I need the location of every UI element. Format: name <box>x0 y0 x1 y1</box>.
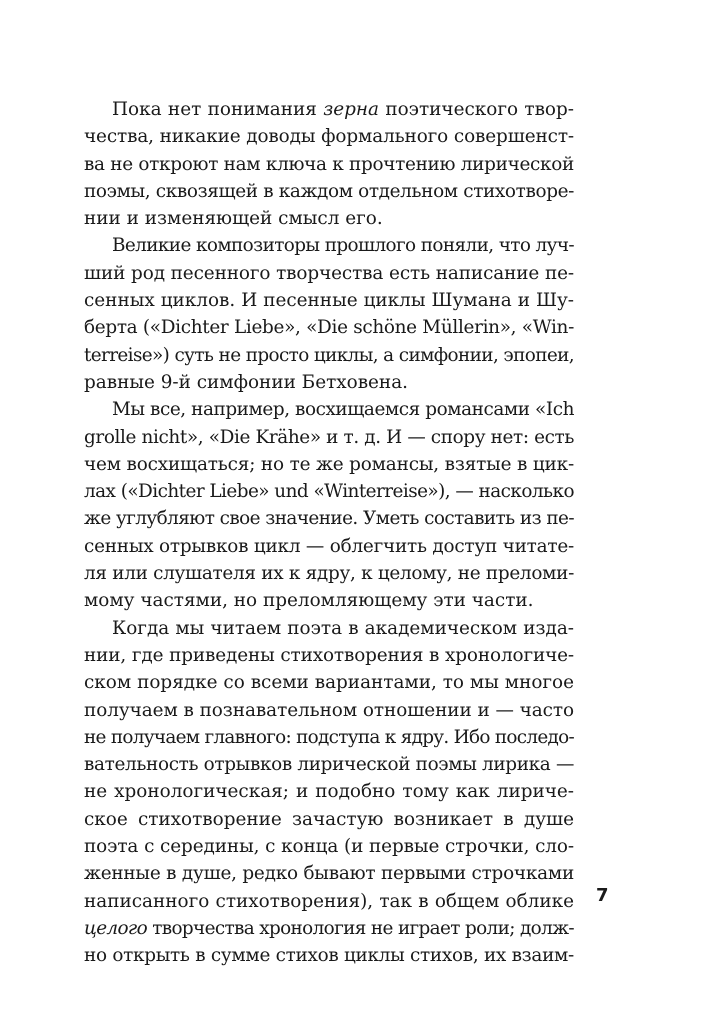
text-line <box>84 778 574 805</box>
text-segment: Когда мы читаем поэта в академическом изда- <box>112 617 574 639</box>
text-line <box>84 505 574 532</box>
text-segment: ший род песенного творчества есть написание пе- <box>84 262 575 284</box>
text-segment: равные 9-й симфонии Бетховена. <box>84 371 409 393</box>
text-line <box>84 587 574 614</box>
text-segment: вательность отрывков лирической поэмы лирика — <box>84 754 574 776</box>
text-line <box>84 451 574 478</box>
text-line <box>84 888 574 915</box>
text-line <box>84 724 574 751</box>
text-segment: Пока нет понимания <box>112 99 324 120</box>
text-segment: написанного стихотворения), так в общем облике <box>84 890 574 912</box>
text-segment: terreise») суть не просто циклы, а симфонии, эпопеи, <box>84 344 574 366</box>
text-segment: поэта с середины, с конца (и первые строчки, сло- <box>84 836 574 858</box>
text-segment: но открыть в сумме стихов циклы стихов, их взаим- <box>84 945 574 967</box>
text-line <box>84 833 574 860</box>
text-line <box>84 642 574 669</box>
text-line <box>84 205 574 232</box>
text-segment: ском порядке со всеми вариантами, то мы многое <box>84 672 574 694</box>
text-line <box>84 560 574 587</box>
text-segment: получаем в познавательном отношении и — часто <box>84 699 574 721</box>
text-segment: мому частями, но преломляющему эти части. <box>84 590 534 612</box>
text-line <box>84 915 574 942</box>
text-line <box>84 860 574 887</box>
text-segment: сенных циклов. И песенные циклы Шумана и Шу- <box>84 290 574 312</box>
text-line <box>84 697 574 724</box>
text-segment: ля или слушателя их к ядру, к целому, не преломи- <box>84 563 574 585</box>
text-segment: чем восхищаться; но те же романсы, взятые в цик- <box>84 453 575 475</box>
text-segment: grolle nicht», «Die Krähe» и т. д. И — спору нет: есть <box>84 426 574 448</box>
text-segment: не получаем главного: подступа к ядру. Ибо последо- <box>84 726 574 748</box>
text-segment: поэтического твор- <box>378 99 574 120</box>
text-segment: сенных отрывков цикл — облегчить доступ читате- <box>84 535 574 557</box>
text-line <box>84 615 574 642</box>
text-segment: же углубляют свое значение. Уметь составить из пе- <box>84 508 574 530</box>
text-line <box>84 232 574 259</box>
text-segment: поэмы, сквозящей в каждом отдельном стихотворе- <box>84 180 575 202</box>
text-segment: берта («Dichter Liebe», «Die schöne Müllerin», «Win- <box>84 317 574 339</box>
text-segment: чества, никакие доводы формального совершенст- <box>84 126 574 148</box>
text-segment: не хронологическая; и подобно тому как лириче- <box>84 781 574 803</box>
italic-emphasis: зерна <box>323 99 379 120</box>
text-segment: лах («Dichter Liebe» und «Winterreise»), — насколько <box>84 481 574 503</box>
text-segment: женные в душе, редко бывают первыми строчками <box>84 863 574 885</box>
text-segment: Мы все, например, восхищаемся романсами «Ich <box>112 399 575 421</box>
text-segment: ское стихотворение зачастую возникает в душе <box>84 808 574 830</box>
text-line <box>84 669 574 696</box>
text-segment: Великие композиторы прошлого поняли, что луч- <box>112 235 574 257</box>
text-line <box>84 178 574 205</box>
text-line <box>84 533 574 560</box>
text-line <box>84 123 574 150</box>
text-segment: творчества хронология не играет роли; долж- <box>147 917 574 939</box>
text-line <box>84 751 574 778</box>
text-line <box>84 806 574 833</box>
text-line <box>84 424 574 451</box>
italic-emphasis: целого <box>84 917 148 939</box>
text-line <box>84 314 574 341</box>
text-line <box>84 96 574 123</box>
text-line <box>84 369 574 396</box>
text-segment: нии, где приведены стихотворения в хронологиче- <box>84 644 574 666</box>
text-line <box>84 942 574 969</box>
text-line <box>84 478 574 505</box>
text-segment: нии и изменяющей смысл его. <box>84 208 383 230</box>
body-text <box>84 96 574 970</box>
text-line <box>84 260 574 287</box>
text-line <box>84 396 574 423</box>
text-line <box>84 151 574 178</box>
page-number: 7 <box>596 885 609 906</box>
text-line <box>84 287 574 314</box>
text-segment: ва не откроют нам ключа к прочтению лирической <box>84 153 574 175</box>
text-line <box>84 342 574 369</box>
